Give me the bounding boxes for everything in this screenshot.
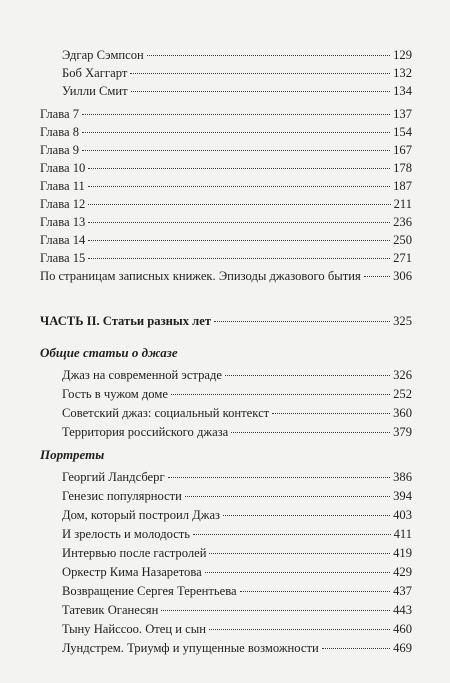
section-heading: Портреты (40, 447, 105, 462)
toc-entry-page: 419 (393, 546, 412, 560)
leader-dots (193, 534, 391, 535)
toc-chapter (40, 107, 412, 122)
toc-chapter (40, 125, 412, 140)
toc-entry-page: 250 (393, 233, 412, 247)
toc-chapter (40, 161, 412, 176)
toc-entry (62, 406, 412, 421)
toc-entry-title: Глава 7 (40, 107, 80, 121)
toc-entry-page: 437 (393, 584, 412, 598)
toc-entry-title: Джаз на современной эстраде (62, 368, 222, 382)
toc-entry-title: Тыну Найссоо. Отец и сын (62, 622, 206, 636)
toc-entry-title: Глава 15 (40, 251, 86, 265)
leader-dots (240, 591, 390, 592)
toc-entry-page: 411 (393, 527, 412, 541)
toc-entry-page: 167 (393, 143, 412, 157)
toc-entry (62, 603, 412, 618)
leader-dots (82, 150, 390, 151)
leader-dots (214, 321, 390, 322)
toc-entry-title: И зрелость и молодость (62, 527, 191, 541)
toc-entry (62, 84, 412, 99)
toc-entry (62, 565, 412, 580)
toc-entry-page: 403 (393, 508, 412, 522)
leader-dots (88, 186, 390, 187)
toc-entry-page: 394 (393, 489, 412, 503)
leader-dots (82, 114, 390, 115)
toc-entry-page: 154 (393, 125, 412, 139)
toc-entry (62, 508, 412, 523)
toc-entry (62, 584, 412, 599)
toc-entry-page: 137 (393, 107, 412, 121)
toc-entry-title: Глава 14 (40, 233, 86, 247)
toc-chapter (40, 197, 412, 212)
toc-entry (62, 527, 412, 542)
leader-dots (88, 168, 390, 169)
leader-dots (231, 432, 390, 433)
toc-entry (62, 641, 412, 656)
leader-dots (171, 394, 390, 395)
toc-entry-title: Советский джаз: социальный контекст (62, 406, 270, 420)
toc-entry-title: Татевик Оганесян (62, 603, 159, 617)
section-heading: Общие статьи о джазе (40, 345, 178, 360)
toc-entry (62, 546, 412, 561)
toc-entry-title: Эдгар Сэмпсон (62, 48, 144, 62)
toc-entry-page: 360 (393, 406, 412, 420)
toc-entry-page: 187 (393, 179, 412, 193)
toc-chapter (40, 215, 412, 230)
toc-entry-title: Дом, который построил Джаз (62, 508, 221, 522)
leader-dots (168, 477, 390, 478)
leader-dots (223, 515, 390, 516)
toc-entry-page: 129 (393, 48, 412, 62)
toc-entry (62, 622, 412, 637)
toc-entry-page: 443 (393, 603, 412, 617)
leader-dots (185, 496, 390, 497)
leader-dots (205, 572, 390, 573)
toc-entry-page: 325 (393, 314, 412, 328)
leader-dots (147, 55, 390, 56)
toc-chapter (40, 269, 412, 284)
toc-entry-title: Глава 9 (40, 143, 80, 157)
toc-entry-title: Гость в чужом доме (62, 387, 168, 401)
toc-entry-title: Глава 12 (40, 197, 86, 211)
leader-dots (364, 276, 390, 277)
toc-chapter (40, 143, 412, 158)
leader-dots (322, 648, 390, 649)
leader-dots (272, 413, 390, 414)
toc-entry (62, 470, 412, 485)
toc-entry-page: 326 (393, 368, 412, 382)
toc-entry (62, 387, 412, 402)
toc-entry-title: Территория российского джаза (62, 425, 229, 439)
leader-dots (88, 222, 390, 223)
toc-entry-page: 134 (393, 84, 412, 98)
toc-entry-page: 236 (393, 215, 412, 229)
toc-entry-title: Генезис популярности (62, 489, 182, 503)
toc-entry-title: Георгий Ландсберг (62, 470, 165, 484)
toc-chapter (40, 251, 412, 266)
toc-entry-page: 469 (393, 641, 412, 655)
toc-entry (62, 66, 412, 81)
toc-entry-title: Интервью после гастролей (62, 546, 207, 560)
leader-dots (161, 610, 390, 611)
leader-dots (88, 240, 390, 241)
leader-dots (209, 553, 390, 554)
toc-entry-page: 252 (393, 387, 412, 401)
toc-entry-title: Уилли Смит (62, 84, 128, 98)
toc-entry (62, 489, 412, 504)
toc-entry-page: 386 (393, 470, 412, 484)
leader-dots (82, 132, 390, 133)
toc-entry-title: По страницам записных книжек. Эпизоды джазового бытия (40, 269, 361, 283)
toc-entry (62, 368, 412, 383)
toc-part-heading (40, 314, 412, 329)
toc-entry-page: 379 (393, 425, 412, 439)
toc-entry-page: 178 (393, 161, 412, 175)
toc-entry-title: Лундстрем. Триумф и упущенные возможности (62, 641, 319, 655)
toc-entry-page: 271 (393, 251, 412, 265)
toc-entry-title: Глава 8 (40, 125, 80, 139)
toc-chapter (40, 233, 412, 248)
toc-chapter (40, 179, 412, 194)
leader-dots (209, 629, 390, 630)
toc-entry-title: Глава 10 (40, 161, 86, 175)
toc-entry-title: Оркестр Кима Назаретова (62, 565, 202, 579)
leader-dots (88, 204, 390, 205)
toc-entry-title: Глава 11 (40, 179, 85, 193)
toc-entry (62, 48, 412, 63)
toc-entry-page: 211 (393, 197, 412, 211)
toc-entry-title: Возвращение Сергея Терентьева (62, 584, 237, 598)
leader-dots (130, 73, 390, 74)
toc-entry-page: 306 (393, 269, 412, 283)
toc-entry (62, 425, 412, 440)
toc-entry-page: 132 (393, 66, 412, 80)
toc-entry-title: ЧАСТЬ II. Статьи разных лет (40, 314, 212, 328)
toc-entry-page: 460 (393, 622, 412, 636)
leader-dots (88, 258, 390, 259)
toc-entry-page: 429 (393, 565, 412, 579)
leader-dots (131, 91, 390, 92)
toc-entry-title: Боб Хаггарт (62, 66, 128, 80)
leader-dots (225, 375, 390, 376)
toc-entry-title: Глава 13 (40, 215, 86, 229)
